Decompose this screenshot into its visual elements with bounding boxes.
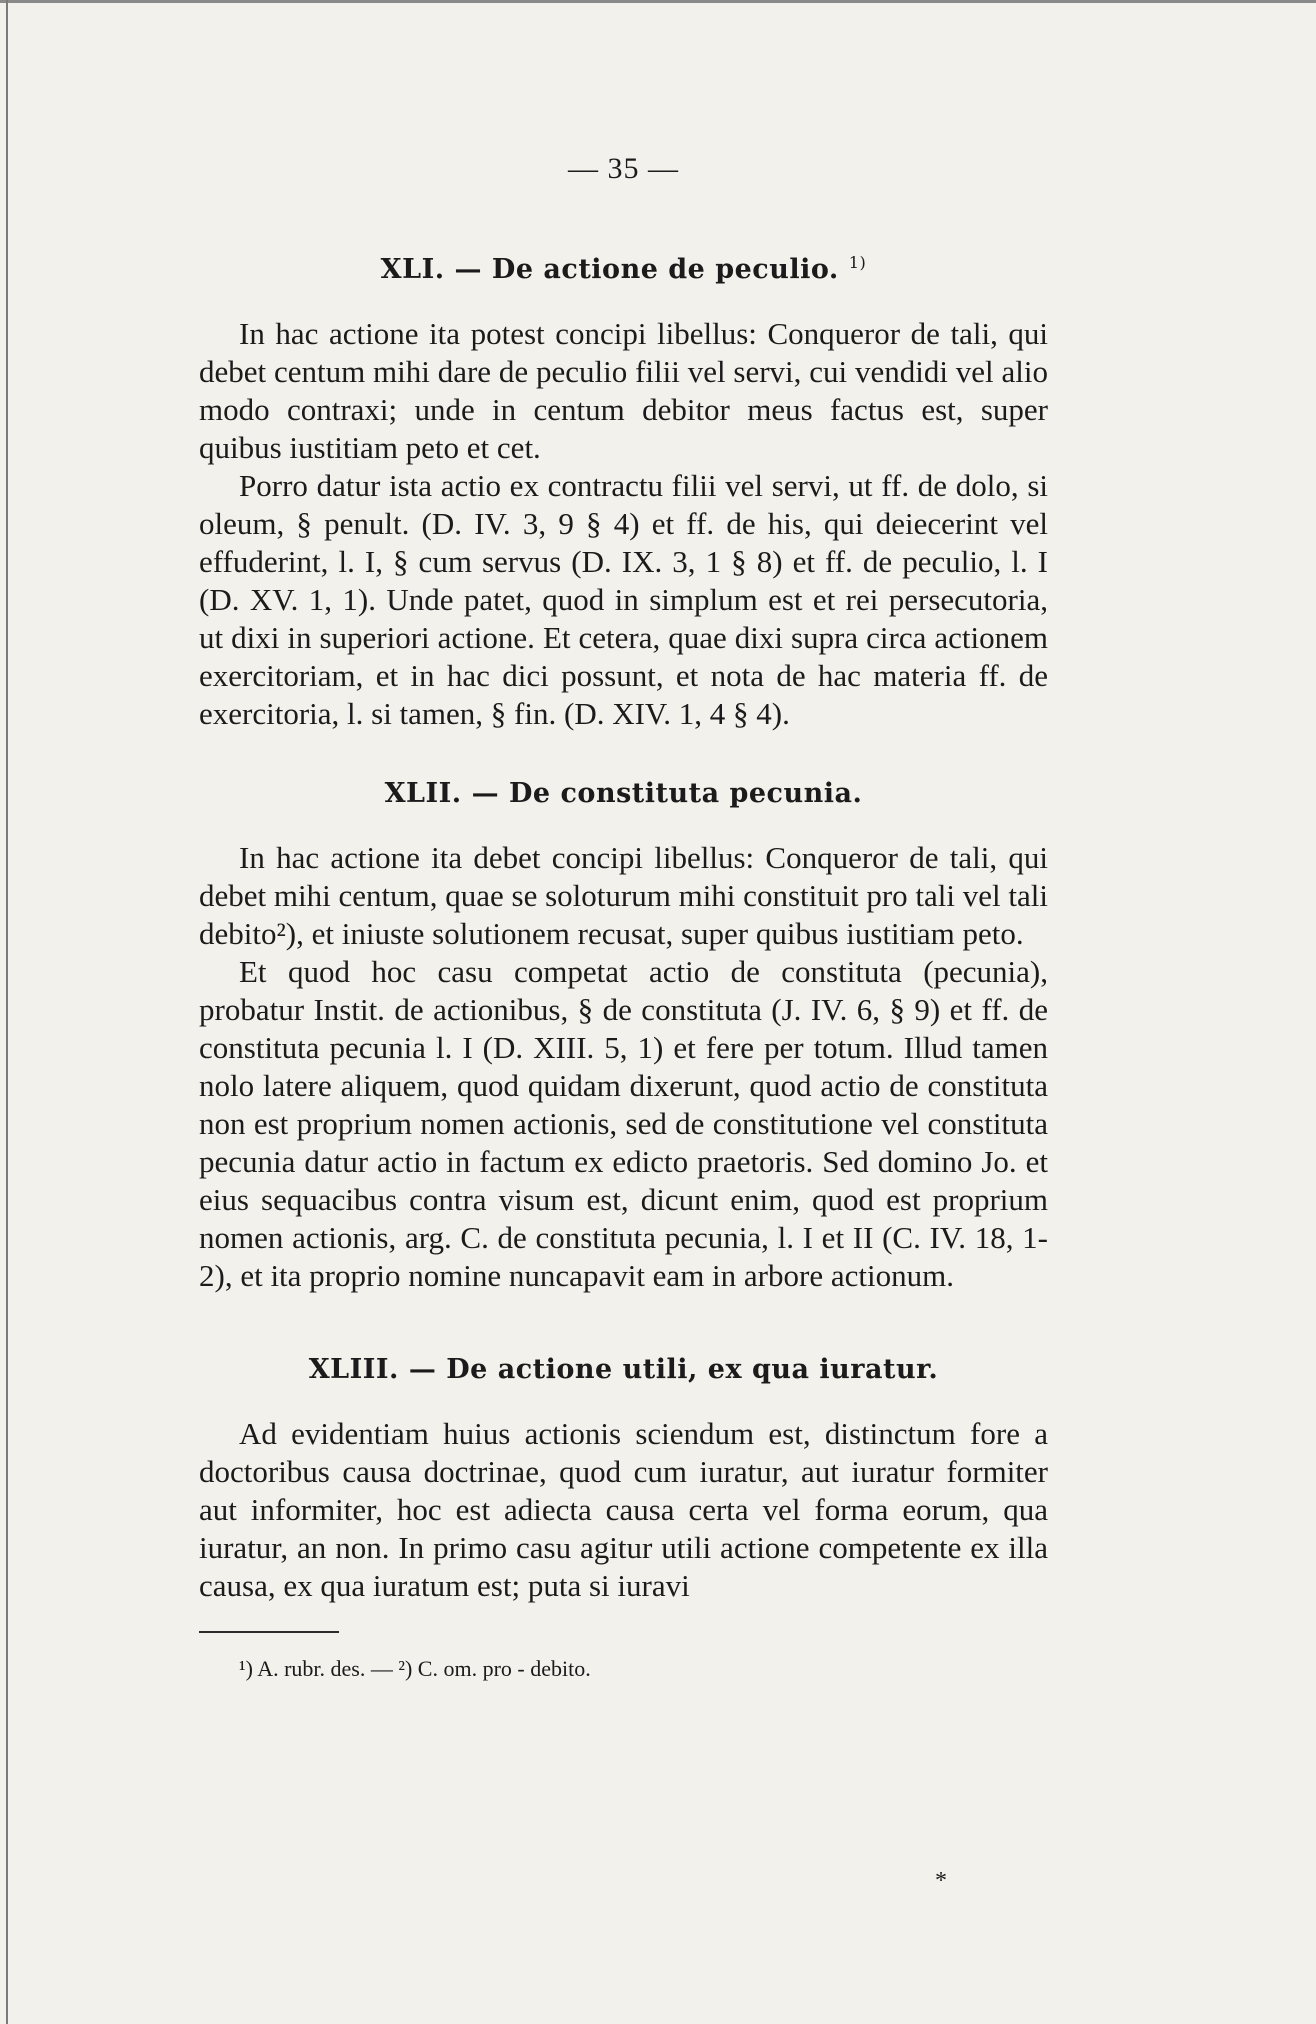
paragraph-xli-1: In hac actione ita potest concipi libellus: Conqueror de tali, qui debet centum mihi dare de peculio filii vel servi, cui vendidi vel alio modo contraxi; unde in centum debitor meus factus est, super quibus iustitiam peto et cet. bbox=[199, 316, 1048, 465]
footnote-rule bbox=[199, 1631, 339, 1633]
section-heading-xli: XLI. — De actione de peculio. $^{1)}$ bbox=[380, 253, 867, 285]
scan-edge-left bbox=[6, 0, 8, 2024]
footnotes: ¹) A. rubr. des. — ²) C. om. pro - debito. bbox=[239, 1656, 591, 1681]
page-number: — 35 — bbox=[568, 152, 679, 185]
paragraph-xlii-2: Et quod hoc casu competat actio de constituta (pecunia), probatur Instit. de actionibus, § de constituta (J. IV. 6, § 9) et ff. de constituta pecunia l. I (D. XIII. 5, 1) et fere per totum. Illud tamen nolo latere aliquem, quod quidam dixerunt, quod actio de constituta non est proprium nomen actionis, sed de constitutione vel constituta pecunia datur actio in factum ex edicto praetoris. Sed domino Jo. et eius sequacibus contra visum est, dicunt enim, quod est proprium nomen actionis, arg. C. de constituta pecunia, l. I et II (C. IV. 18, 1-2), et ita proprio nomine nuncapavit eam in arbore actionum. bbox=[199, 954, 1048, 1293]
printer-mark: * bbox=[935, 1868, 947, 1894]
section-heading-xlii: XLII. — De constituta pecunia. bbox=[384, 778, 863, 809]
paragraph-xliii-1: Ad evidentiam huius actionis sciendum est, distinctum fore a doctoribus causa doctrinae, quod cum iuratur, aut iuratur formiter aut informiter, hoc est adiecta causa certa vel forma eorum, qua iuratur, an non. In primo casu agitur utili actione competente ex illa causa, ex qua iuratum est; puta si iuravi bbox=[199, 1416, 1048, 1603]
section-heading-xliii: XLIII. — De actione utili, ex qua iuratur. bbox=[308, 1354, 939, 1385]
paragraph-xlii-1: In hac actione ita debet concipi libellus: Conqueror de tali, qui debet mihi centum, quae se soloturum mihi constituit pro tali vel tali debito²), et iniuste solutionem recusat, super quibus iustitiam peto. bbox=[199, 840, 1048, 951]
scan-edge-top bbox=[0, 0, 1316, 3]
paragraph-xli-2: Porro datur ista actio ex contractu filii vel servi, ut ff. de dolo, si oleum, § penult. (D. IV. 3, 9 § 4) et ff. de his, qui deiecerint vel effuderint, l. I, § cum servus (D. IX. 3, 1 § 8) et ff. de peculio, l. I (D. XV. 1, 1). Unde patet, quod in simplum est et rei persecutoria, ut dixi in superiori actione. Et cetera, quae dixi supra circa actionem exercitoriam, et in hac dici possunt, et nota de hac materia ff. de exercitoria, l. si tamen, § fin. (D. XIV. 1, 4 § 4). bbox=[199, 468, 1048, 731]
page-body bbox=[199, 150, 1048, 1683]
